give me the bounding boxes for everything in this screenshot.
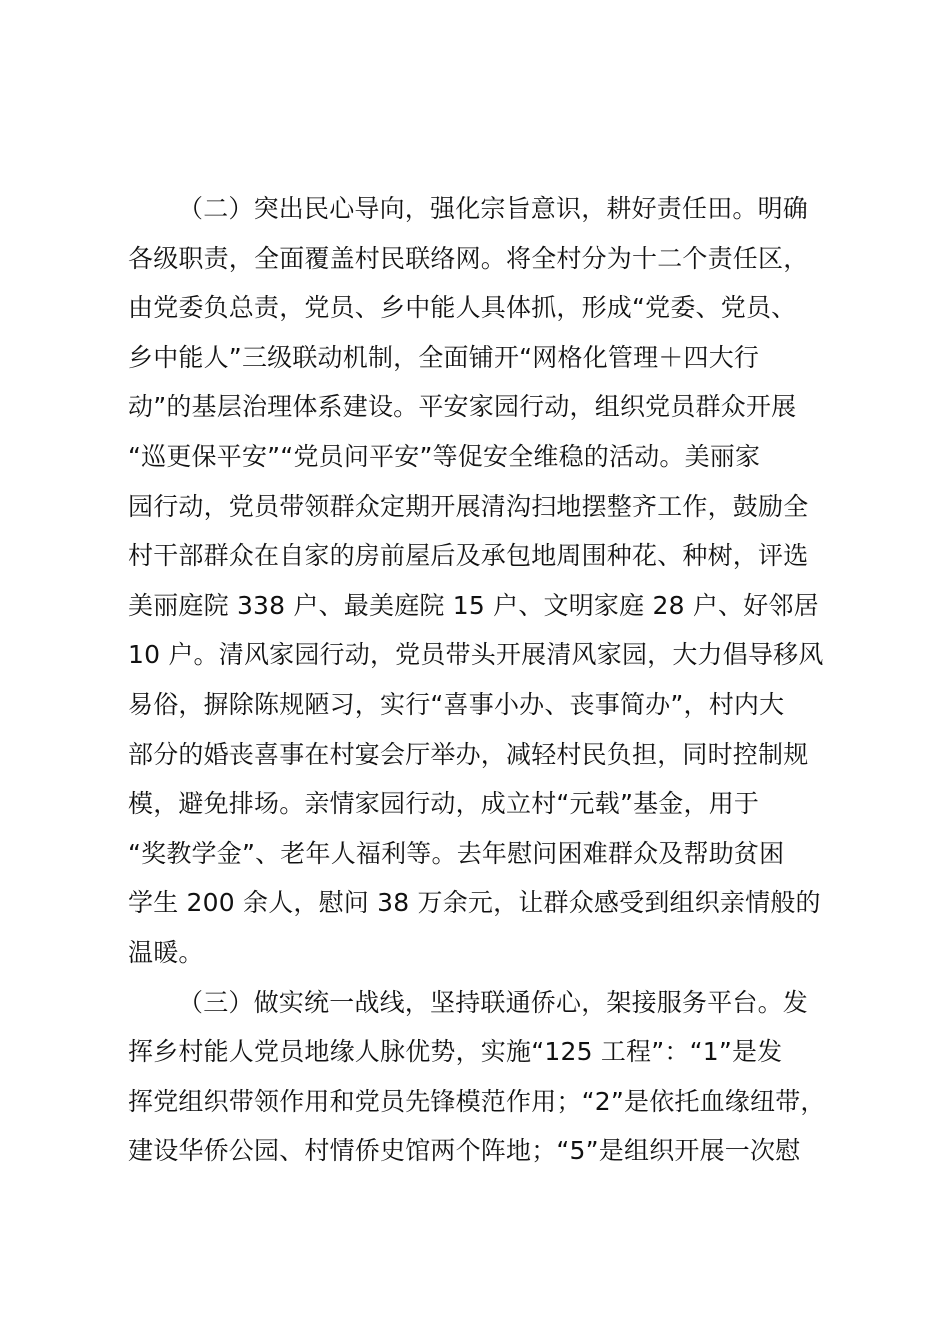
text-line: 挥党组织带领作用和党员先锋模范作用；“2”是依托血缘纽带，	[128, 1086, 826, 1116]
text-line: 温暖。	[128, 937, 204, 967]
paragraph-section-3	[128, 978, 836, 1176]
text-line: 美丽庭院 338 户、最美庭院 15 户、文明家庭 28 户、好邻居	[128, 590, 819, 620]
text-line: 部分的婚丧喜事在村宴会厅举办，减轻村民负担，同时控制规	[128, 739, 809, 769]
text-line: （三）做实统一战线，坚持联通侨心，架接服务平台。发	[178, 987, 809, 1017]
text-line: 各级职责，全面覆盖村民联络网。将全村分为十二个责任区，	[128, 243, 809, 273]
text-line: 动”的基层治理体系建设。平安家园行动，组织党员群众开展	[128, 392, 797, 422]
text-line: “巡更保平安”“党员问平安”等促安全维稳的活动。美丽家	[128, 441, 761, 471]
text-line: 建设华侨公园、村情侨史馆两个阵地；“5”是组织开展一次慰	[128, 1136, 801, 1166]
text-line: 由党委负总责，党员、乡中能人具体抓，形成“党委、党员、	[128, 293, 797, 323]
text-line: 学生 200 余人，慰问 38 万余元，让群众感受到组织亲情般的	[128, 888, 821, 918]
text-line: 挥乡村能人党员地缘人脉优势，实施“125 工程”：“1”是发	[128, 1037, 783, 1067]
text-line: 模，避免排场。亲情家园行动，成立村“元载”基金，用于	[128, 789, 760, 819]
text-line: 易俗，摒除陈规陋习，实行“喜事小办、丧事简办”，村内大	[128, 689, 785, 719]
text-line: 村干部群众在自家的房前屋后及承包地周围种花、种树，评选	[128, 541, 809, 571]
text-line: 园行动，党员带领群众定期开展清沟扫地摆整齐工作，鼓励全	[128, 491, 809, 521]
text-line: 10 户。清风家园行动，党员带头开展清风家园，大力倡导移风	[128, 640, 824, 670]
document-body	[128, 184, 836, 1176]
text-line: 乡中能人”三级联动机制，全面铺开“网格化管理＋四大行	[128, 342, 760, 372]
text-line: “奖教学金”、老年人福利等。去年慰问困难群众及帮助贫困	[128, 838, 785, 868]
paragraph-section-2	[128, 184, 836, 978]
text-line: （二）突出民心导向，强化宗旨意识，耕好责任田。明确	[178, 194, 809, 223]
